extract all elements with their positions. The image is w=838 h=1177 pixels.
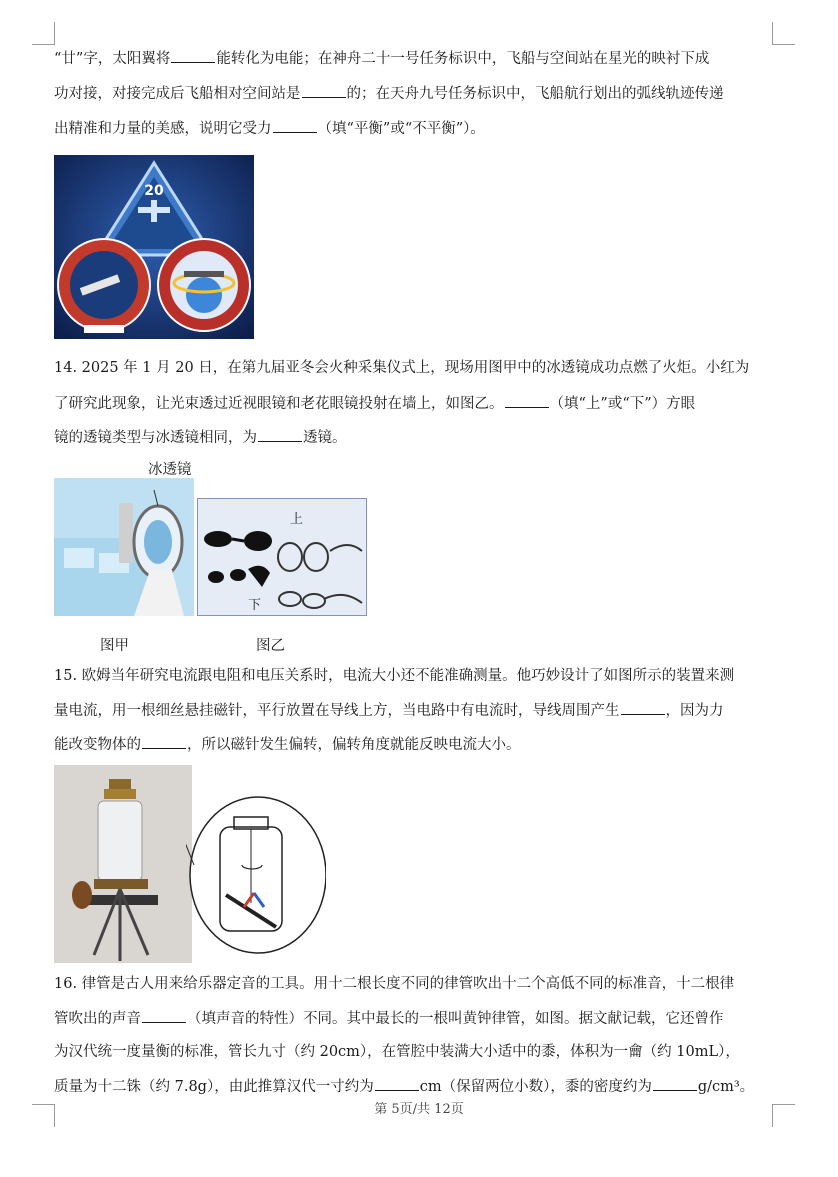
answer-blank[interactable] bbox=[375, 1076, 419, 1091]
tianzhou-badge bbox=[58, 239, 150, 333]
q13-line-2: 功对接，对接完成后飞船相对空间站是 的；在天舟九号任务标识中，飞船航行划出的弧线轨迹传递 bbox=[54, 83, 724, 104]
answer-blank[interactable] bbox=[653, 1076, 697, 1091]
answer-blank[interactable] bbox=[171, 48, 215, 63]
q15-line-1: 15. 欧姆当年研究电流跟电阻和电压关系时，电流大小还不能准确测量。他巧妙设计了如图所示的装置来测 bbox=[54, 668, 735, 684]
answer-blank[interactable] bbox=[302, 83, 346, 98]
answer-blank[interactable] bbox=[142, 734, 186, 749]
q15-line-3: 能改变物体的 ，所以磁针发生偏转，偏转角度就能反映电流大小。 bbox=[54, 734, 521, 755]
answer-blank[interactable] bbox=[621, 700, 665, 715]
q16-line-2: 管吹出的声音 （填声音的特性）不同。其中最长的一根叫黄钟律管，如图。据文献记载，它还曾作 bbox=[54, 1008, 724, 1029]
crop-mark-top-right bbox=[772, 22, 795, 45]
mission-badges-image bbox=[54, 155, 254, 339]
q14-line-1: 14. 2025 年 1 月 20 日，在第九届亚冬会火种采集仪式上，现场用图甲中的冰透镜成功点燃了火炬。小红为 bbox=[54, 360, 750, 376]
answer-blank[interactable] bbox=[505, 393, 549, 408]
galvanometer-photo bbox=[54, 765, 192, 963]
q16-line-4: 质量为十二铢（约 7.8g），由此推算汉代一寸约为 cm（保留两位小数），黍的密度约为 g/cm³。 bbox=[54, 1076, 754, 1097]
page-footer: 第 5页/共 12页 bbox=[374, 1102, 464, 1117]
q13-line-3: 出精准和力量的美感，说明它受力 （填“平衡”或“不平衡”）。 bbox=[54, 118, 485, 139]
shenzhou-21-badge bbox=[158, 239, 250, 331]
galvanometer-detail-diagram bbox=[186, 795, 326, 955]
answer-blank[interactable] bbox=[258, 427, 302, 442]
caption-figure-a: 图甲 bbox=[100, 638, 129, 654]
q16-line-3: 为汉代统一度量衡的标准，管长九寸（约 20cm），在管腔中装满大小适中的黍，体积为一龠（约 10mL）， bbox=[54, 1044, 740, 1060]
caption-figure-b: 图乙 bbox=[256, 638, 285, 654]
answer-blank[interactable] bbox=[273, 118, 317, 133]
q13-line-1: “廿”字，太阳翼将 能转化为电能；在神舟二十一号任务标识中，飞船与空间站在星光的映衬下成 bbox=[54, 48, 709, 69]
q15-line-2: 量电流，用一根细丝悬挂磁针，平行放置在导线上方，当电路中有电流时，导线周围产生 ，因为力 bbox=[54, 700, 724, 721]
answer-blank[interactable] bbox=[142, 1008, 186, 1023]
svg-text:20: 20 bbox=[144, 183, 164, 199]
figure-b-glasses bbox=[197, 498, 367, 616]
q16-line-1: 16. 律管是古人用来给乐器定音的工具。用十二根长度不同的律管吹出十二个高低不同的标准音，十二根律 bbox=[54, 976, 735, 992]
q14-line-2: 了研究此现象，让光束透过近视眼镜和老花眼镜投射在墙上，如图乙。 （填“上”或“下”）方眼 bbox=[54, 393, 695, 414]
ice-lens-label: 冰透镜 bbox=[148, 462, 192, 478]
crop-mark-top-left bbox=[32, 22, 55, 45]
q14-line-3: 镜的透镜类型与冰透镜相同，为 透镜。 bbox=[54, 427, 347, 448]
svg-text:上: 上 bbox=[290, 512, 304, 527]
figure-a-ice-lens-photo bbox=[54, 478, 194, 616]
svg-text:下: 下 bbox=[248, 598, 262, 613]
